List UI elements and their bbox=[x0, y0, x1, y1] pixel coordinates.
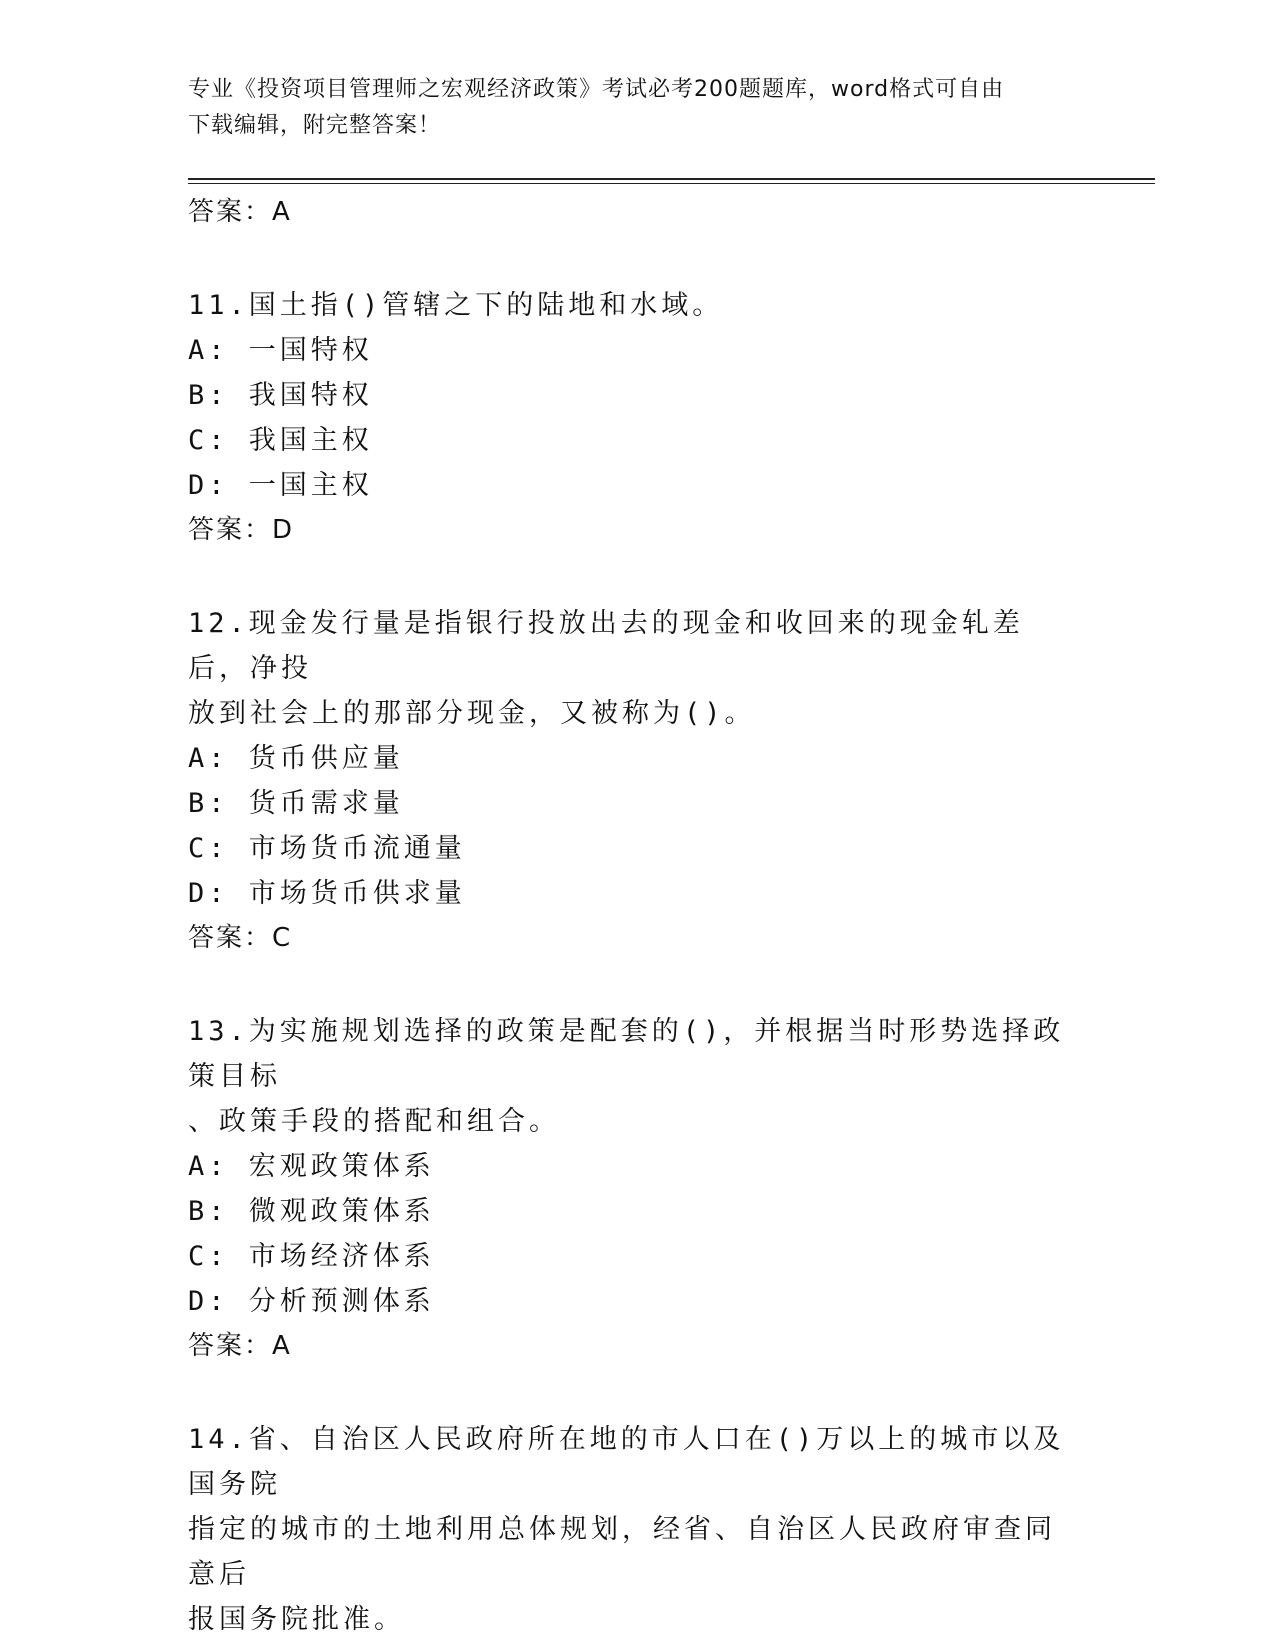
document-header bbox=[188, 72, 1068, 144]
question-item bbox=[188, 1009, 1078, 1368]
header-divider-thin bbox=[188, 183, 1155, 184]
option-b: B: 我国特权 bbox=[188, 380, 373, 411]
question-answer: 答案：C bbox=[188, 923, 293, 953]
option-a: A: 一国特权 bbox=[188, 335, 373, 366]
question-stem-line: 14.省、自治区人民政府所在地的市人口在()万以上的城市以及国务院 bbox=[188, 1424, 1065, 1500]
option-d: D: 分析预测体系 bbox=[188, 1286, 435, 1317]
question-stem-line: 报国务院批准。 bbox=[188, 1604, 405, 1635]
spacer bbox=[188, 552, 1078, 601]
question-stem-line: 13.为实施规划选择的政策是配套的()，并根据当时形势选择政策目标 bbox=[188, 1016, 1065, 1092]
option-c: C: 市场经济体系 bbox=[188, 1241, 435, 1272]
question-stem-line: 12.现金发行量是指银行投放出去的现金和收回来的现金轧差后，净投 bbox=[188, 608, 1024, 684]
question-stem-line: 11.国土指()管辖之下的陆地和水域。 bbox=[188, 290, 724, 321]
option-c: C: 市场货币流通量 bbox=[188, 833, 466, 864]
question-answer: 答案：A bbox=[188, 1331, 292, 1361]
option-b: B: 微观政策体系 bbox=[188, 1196, 435, 1227]
spacer bbox=[188, 960, 1078, 1009]
question-stem-line: 指定的城市的土地利用总体规划，经省、自治区人民政府审查同意后 bbox=[188, 1514, 1056, 1590]
previous-answer: 答案：A bbox=[188, 197, 292, 227]
question-stem-line: 、政策手段的搭配和组合。 bbox=[188, 1106, 560, 1137]
header-divider-thick bbox=[188, 178, 1155, 180]
option-a: A: 货币供应量 bbox=[188, 743, 404, 774]
question-item bbox=[188, 601, 1078, 960]
question-stem-line: 放到社会上的那部分现金，又被称为()。 bbox=[188, 698, 756, 729]
question-answer: 答案：D bbox=[188, 515, 295, 545]
option-a: A: 宏观政策体系 bbox=[188, 1151, 435, 1182]
question-item bbox=[188, 1417, 1078, 1642]
option-c: C: 我国主权 bbox=[188, 425, 373, 456]
header-line-2: 下载编辑，附完整答案！ bbox=[188, 113, 442, 138]
spacer bbox=[188, 234, 1078, 283]
question-item bbox=[188, 283, 1078, 552]
option-d: D: 市场货币供求量 bbox=[188, 878, 466, 909]
option-d: D: 一国主权 bbox=[188, 470, 373, 501]
header-line-1: 专业《投资项目管理师之宏观经济政策》考试必考200题题库，word格式可自由 bbox=[188, 77, 1005, 102]
spacer bbox=[188, 1368, 1078, 1417]
question-list bbox=[188, 190, 1078, 1642]
option-b: B: 货币需求量 bbox=[188, 788, 404, 819]
